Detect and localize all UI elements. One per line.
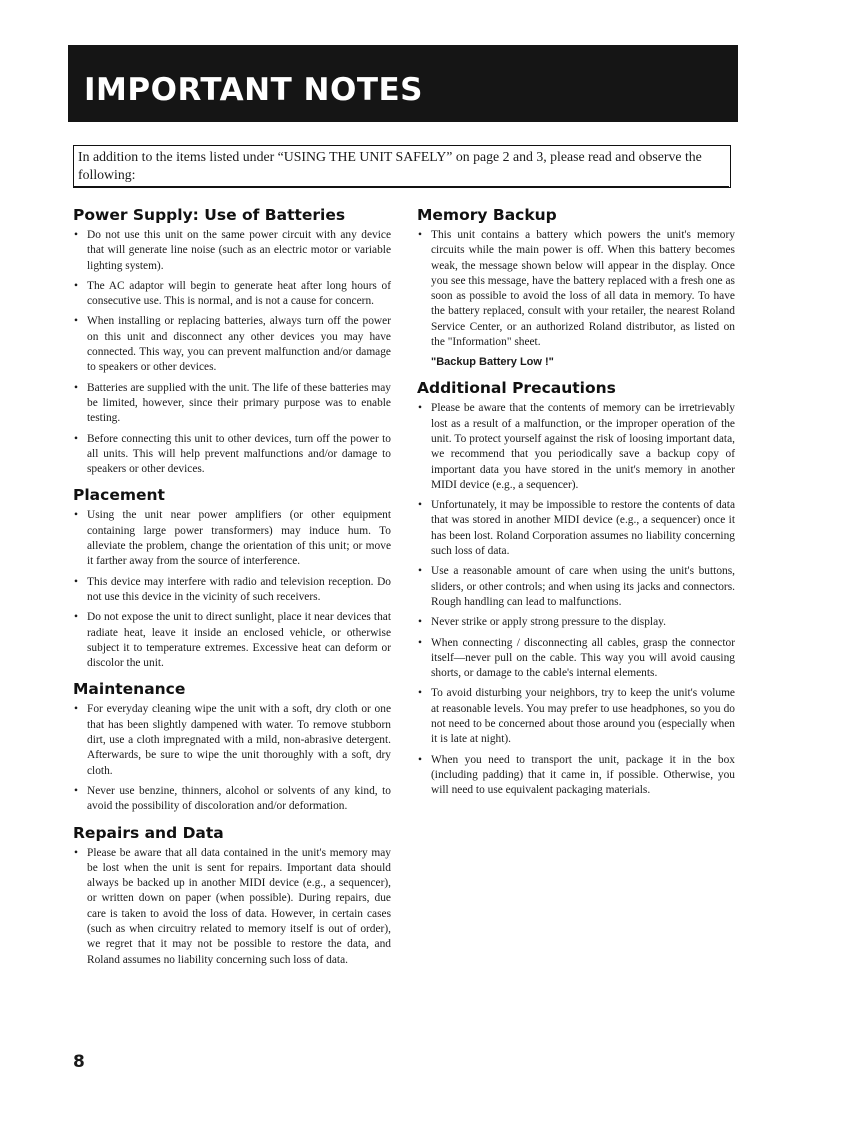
section-repairs-and-data [73,823,391,968]
list-item: • Use a reasonable amount of care when using the unit's buttons, sliders, or other controls; and when using its jacks and connectors. Rough handling can lead to malfunctions. [417,564,735,610]
intro-box: In addition to the items listed under “USING THE UNIT SAFELY” on page 2 and 3, please read and observe the following: [73,145,731,188]
title-banner [68,45,738,122]
list-item: • Never use benzine, thinners, alcohol or solvents of any kind, to avoid the possibility of discoloration and/or deformation. [73,784,391,815]
bullet-list [73,846,391,968]
bullet-list [73,702,391,814]
list-item: • Never strike or apply strong pressure to the display. [417,615,735,630]
list-item: • Before connecting this unit to other devices, turn off the power to all units. This will help prevent malfunctions and/or damage to speakers or other devices. [73,432,391,478]
list-item: • The AC adaptor will begin to generate heat after long hours of consecutive use. This is normal, and is not a cause for concern. [73,279,391,310]
list-item: • Batteries are supplied with the unit. The life of these batteries may be limited, however, since their primary purpose was to enable testing. [73,381,391,427]
page-title: IMPORTANT NOTES [84,72,423,108]
list-item: • This unit contains a battery which powers the unit's memory circuits while the main power is off. When this battery becomes weak, the message shown below will appear in the display. Once you see this message, have the battery replaced with a fresh one as soon as possible to avoid the loss of all data in memory. To have the battery replaced, consult with your retailer, the nearest Roland Service Center, or an authorized Roland distributor, as listed on the "Information" sheet. [417,228,735,350]
bullet-list [73,508,391,671]
list-item: • Do not expose the unit to direct sunlight, place it near devices that radiate heat, leave it inside an enclosed vehicle, or otherwise subject it to temperature extremes. Excessive heat can deform or discolor the unit. [73,610,391,671]
left-column [73,205,391,976]
list-item: • When connecting / disconnecting all cables, grasp the connector itself—never pull on the cable. This way you will avoid causing shorts, or damage to the cable's internal elements. [417,636,735,682]
right-column [417,205,735,807]
section-heading: Repairs and Data [73,823,224,842]
list-item: • Unfortunately, it may be impossible to restore the contents of data that was stored in another MIDI device (e.g., a sequencer) once it has been lost. Roland Corporation assumes no liability concerning such loss of data. [417,498,735,559]
section-heading: Power Supply: Use of Batteries [73,206,346,224]
list-item: • This device may interfere with radio and television reception. Do not use this device in the vicinity of such receivers. [73,575,391,606]
section-heading: Memory Backup [417,206,557,224]
section-heading: Placement [73,486,165,505]
section-heading: Additional Precautions [417,379,616,398]
display-message: "Backup Battery Low !" [431,356,554,369]
list-item: • When installing or replacing batteries, always turn off the power on this unit and disconnect any other devices you may have connected. This way, you can prevent malfunction and/or damage to speakers or other devices. [73,314,391,375]
page-number: 8 [73,1052,85,1072]
section-power-supply [73,205,391,477]
section-maintenance [73,679,391,814]
list-item: • When you need to transport the unit, package it in the box (including padding) that it came in, if possible. Otherwise, you will need to use equivalent packaging materials. [417,753,735,799]
list-item: • Do not use this unit on the same power circuit with any device that will generate line noise (such as an electric motor or variable lighting system). [73,228,391,274]
list-item: • Please be aware that all data contained in the unit's memory may be lost when the unit is sent for repairs. Important data should always be backed up in another MIDI device (e.g., a sequencer), or written down on paper (when possible). During repairs, due care is taken to avoid the loss of data. However, in certain cases (such as when circuitry related to memory itself is out of order), we regret that it may not be possible to restore the data, and Roland assumes no liability concerning such loss of data. [73,846,391,968]
bullet-list [417,228,735,350]
list-item: • For everyday cleaning wipe the unit with a soft, dry cloth or one that has been slightly dampened with water. To remove stubborn dirt, use a cloth impregnated with a mild, non-abrasive detergent. Afterwards, be sure to wipe the unit thoroughly with a soft, dry cloth. [73,702,391,778]
list-item: • To avoid disturbing your neighbors, try to keep the unit's volume at reasonable levels. You may prefer to use headphones, so you do not need to be concerned about those around you (especially when it is late at night). [417,686,735,747]
list-item: • Using the unit near power amplifiers (or other equipment containing large power transformers) may induce hum. To alleviate the problem, change the orientation of this unit; or move it farther away from the source of interference. [73,508,391,569]
bullet-list [73,228,391,477]
bullet-list [417,401,735,798]
section-memory-backup [417,205,735,370]
section-heading: Maintenance [73,680,186,699]
section-placement [73,485,391,671]
section-additional-precautions [417,378,735,798]
divider [73,186,729,187]
list-item: • Please be aware that the contents of memory can be irretrievably lost as a result of a malfunction, or the improper operation of the unit. To protect yourself against the risk of loosing important data, we recommend that you periodically save a backup copy of important data you have stored in the unit's memory in another MIDI device (e.g., a sequencer). [417,401,735,493]
